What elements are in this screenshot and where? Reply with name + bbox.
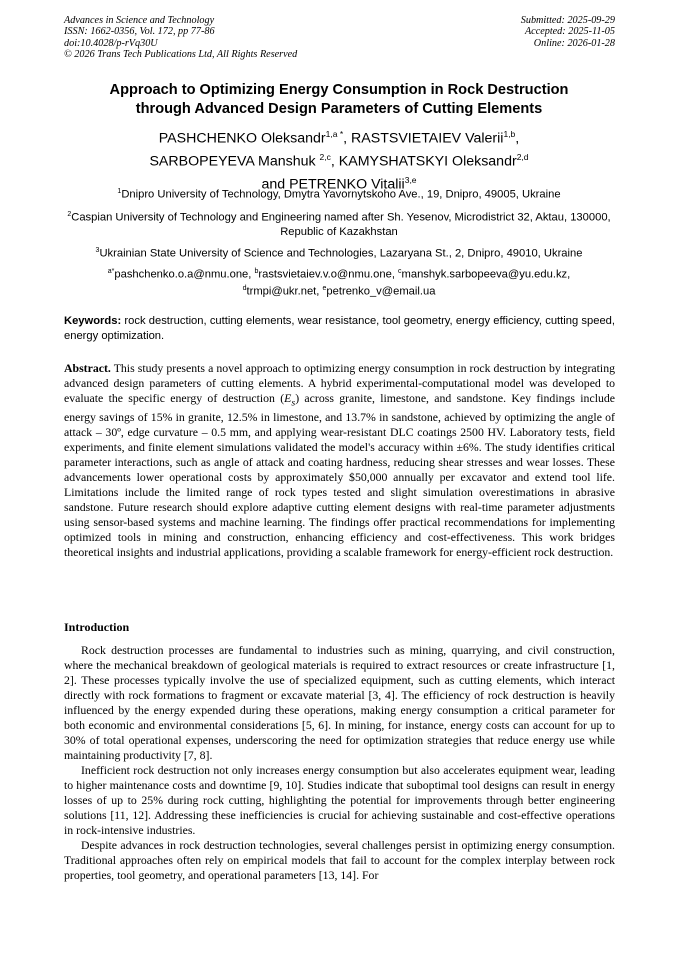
affiliation-1-sup: 1 [117,188,122,195]
email-a[interactable]: pashchenko.o.a@nmu.one, [114,268,255,281]
accepted-date: Accepted: 2025-11-05 [524,26,615,38]
affiliation-3-text: Ukrainian State University of Science and Technologies, Lazaryana St., 2, Dnipro, 49010, Ukraine [99,247,583,260]
paper-title [40,81,638,118]
copyright-line: © 2026 Trans Tech Publications Ltd, All Rights Reserved [64,48,298,60]
keywords-block [64,314,615,343]
email-d[interactable]: trmpi@ukr.net, [246,285,323,298]
author-and: and [261,176,290,193]
affiliation-2-text: Caspian University of Technology and Engineering named after Sh. Yesenov, Microdistrict 32, Aktau, 130000, Republic of Kazakhstan [71,211,611,238]
journal-name: Advances in Science and Technology [64,15,215,26]
email-e-sup: e [322,284,327,292]
email-e[interactable]: petrenko_v@email.ua [326,285,436,298]
email-a-sup: a* [107,268,115,275]
keywords-label: Keywords: [64,315,122,327]
author-list: PASHCHENKO Oleksandr$^{1,a *}$, RASTSVIETAIEV Valerii$^{1,b}$, SARBOPEYEVA Manshuk $^{2,c}$, KAMYSHATSKYI Oleksandr$^{2,d}$ and PETRENKO Vitalii$^{3,e}$ [149,129,529,193]
affiliation-2-sup: 2 [67,211,72,218]
email-c-sup: c [398,268,402,275]
email-b[interactable]: rastsvietaiev.v.o@nmu.one, [258,268,399,281]
introduction-body [64,643,615,883]
abstract-block [64,361,615,560]
intro-paragraph-3: Despite advances in rock destruction technologies, several challenges persist in optimizing energy consumption. Traditional approaches often rely on empirical models that fail to account for the complex interplay between rock properties, tool geometry, and operational parameters [13, 14]. For [64,838,615,882]
journal-header-right [521,15,615,49]
doi-line: doi:10.4028/p-rVq30U [64,37,158,49]
author-emails [64,265,614,299]
abstract-symbol: E [284,391,292,405]
affiliation-1 [64,185,614,202]
abstract-text-part-1: This study presents a novel approach to optimizing energy consumption in rock destruction by integrating advanced design parameters of cutting elements. A hybrid experimental-computational model was developed to evaluate the specific energy of destruction ( [64,361,615,405]
submitted-date: Submitted: 2025-09-29 [520,15,615,26]
keywords-text: rock destruction, cutting elements, wear resistance, tool geometry, energy efficiency, cutting speed, energy optimization. [64,315,615,342]
author-1-sup: 1,a * [325,129,344,139]
title-line-1: Approach to Optimizing Energy Consumption in Rock Destruction [109,82,569,98]
issn-line: ISSN: 1662-0356, Vol. 172, pp 77-86 [64,26,215,38]
affiliation-1-text: Dnipro University of Technology, Dmytra Yavornytskoho Ave., 19, Dnipro, 49005, Ukraine [121,188,561,201]
abstract-text-part-2: ) across granite, limestone, and sandstone. Key findings include energy savings of 15% in granite, 12.5% in limestone, and 13.7% in sandstone, achieved by optimizing the angle of attack – 30º, edge curvature – 0.5 mm, and applying wear-resistant DLC coatings 2500 HV. Laboratory tests, field experiments, and finite element simulations validated the model's accuracy within ±6%. The study identifies critical parameter interactions, such as angle of attack and coating hardness, reducing shear stresses and wear losses. These advancements lower operational costs by approximately $50,000 annually per excavator and extend tool life. Limitations include the limited range of rock types tested and slight simulation overestimations in abrasive sandstone. Future research should explore adaptive cutting element designs with real-time parameter adjustments using sensor-based systems and machine learning. The findings offer practical recommendations for implementing optimized tools in mining and construction, enhancing efficiency and cost-effectiveness. This work bridges theoretical insights and industrial applications, providing a scalable framework for energy-efficient rock destruction. [64,391,615,560]
author-2: RASTSVIETAIEV Valerii [351,130,504,147]
email-b-sup: b [254,268,259,275]
abstract-label: Abstract. [64,361,111,375]
author-3-sup: 2,c [319,152,331,163]
introduction-heading: Introduction [64,620,130,634]
email-d-sup: d [242,284,247,292]
affiliation-3 [64,244,614,261]
abstract-symbol-sub: s [291,397,296,409]
email-c[interactable]: manshyk.sarbopeeva@yu.edu.kz, [401,268,571,281]
intro-paragraph-2: Inefficient rock destruction not only increases energy consumption but also accelerates equipment wear, leading to higher maintenance costs and downtime [9, 10]. Studies indicate that suboptimal tool designs can result in energy losses of up to 25% during rock cutting, highlighting the potential for improvements through better engineering solutions [11, 12]. Addressing these inefficiencies is crucial for achieving sustainable and cost-effective operations in rock-intensive industries. [64,763,615,837]
title-line-2: through Advanced Design Parameters of Cutting Elements [135,100,543,117]
journal-header-left [64,15,297,60]
online-date: Online: 2026-01-28 [533,37,615,49]
affiliation-3-sup: 3 [95,247,100,254]
author-4-sup: 2,d [516,152,529,163]
affiliation-2 [64,208,614,239]
intro-paragraph-1: Rock destruction processes are fundamental to industries such as mining, quarrying, and civil construction, where the mechanical breakdown of geological materials is required to extract resources or create infrastructure [1, 2]. These processes typically involve the use of specialized equipment, such as cutting elements, which interact directly with rock formations to fragment or excavate material [3, 4]. The efficiency of rock destruction is heavily influenced by the energy expended during these operations, making energy consumption a critical parameter for both economic and environmental considerations [5, 6]. In mining, for instance, energy costs can account for up to 30% of total operational expenses, underscoring the need for optimization strategies that reduce energy use while maintaining productivity [7, 8]. [64,643,615,762]
author-5: PETRENKO Vitalii [289,176,405,193]
author-5-sup: 3,e [404,175,417,186]
author-2-sup: 1,b [503,129,516,139]
author-3: SARBOPEYEVA Manshuk [149,153,320,170]
author-4: KAMYSHATSKYI Oleksandr [338,153,517,170]
author-1: PASHCHENKO Oleksandr [158,130,326,147]
